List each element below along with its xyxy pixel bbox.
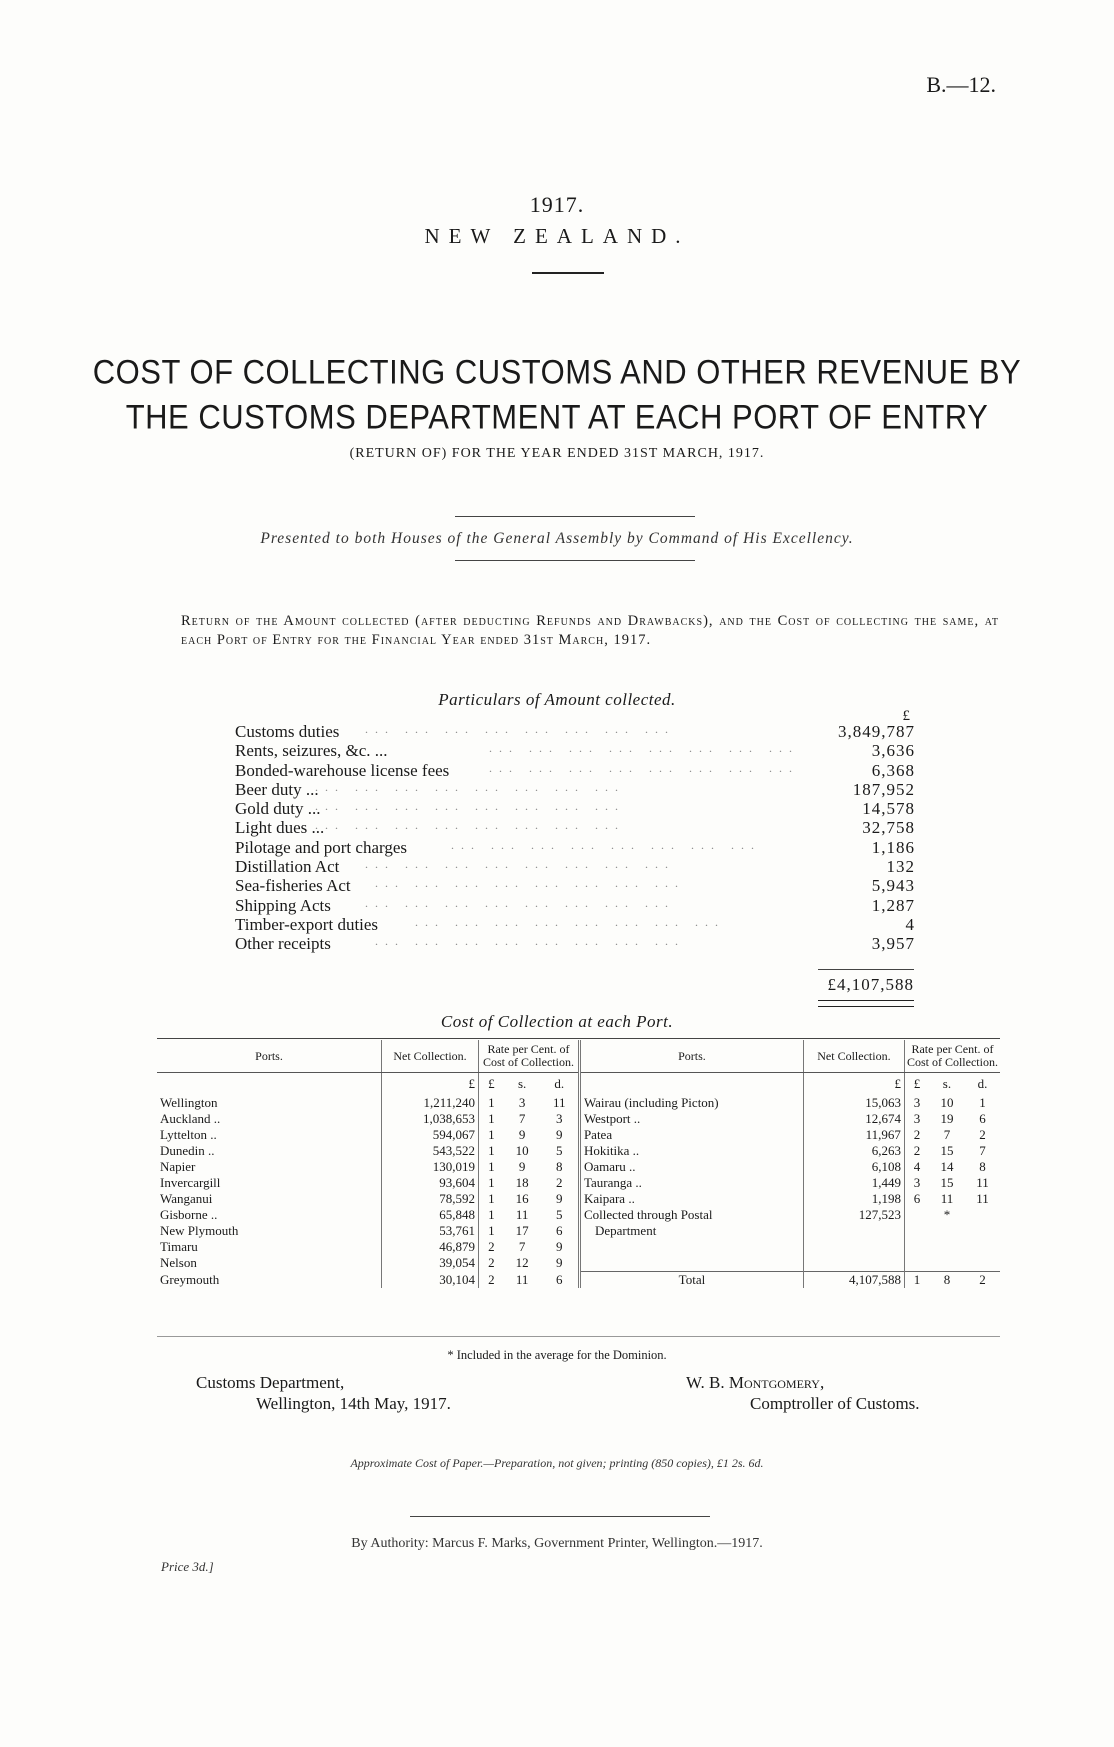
- ports-header-left: Ports.: [157, 1040, 382, 1073]
- presented-line: Presented to both Houses of the General Assembly by Command of His Excellency.: [260, 530, 854, 547]
- particulars-label: Customs duties: [235, 722, 340, 741]
- leader-dots: ... ... ... ... ... ... ... ...: [489, 741, 799, 756]
- rate-pounds: 3: [904, 1175, 929, 1191]
- table-row: [157, 1159, 1000, 1175]
- particulars-row: [235, 838, 915, 857]
- particulars-label: Other receipts: [235, 934, 331, 954]
- empty-cell: [929, 1239, 965, 1255]
- leader-dots: ... ... ... ... ... ... ... ...: [365, 722, 675, 736]
- rate-pence: [965, 1207, 1000, 1223]
- rate-header-left: Rate per Cent. of Cost of Collection.: [479, 1040, 580, 1073]
- rate-shillings: 9: [518, 1127, 526, 1142]
- particulars-value: 132: [886, 857, 915, 877]
- port-name: Greymouth: [160, 1271, 220, 1287]
- port-net-collection: 1,449: [803, 1175, 904, 1191]
- particulars-row: [235, 857, 915, 876]
- rate-pence: 9: [556, 1127, 563, 1142]
- rate-pence: 6: [556, 1271, 563, 1287]
- port-name: Dunedin ..: [160, 1143, 215, 1158]
- particulars-row: [235, 761, 915, 780]
- rate-shillings: 7: [518, 1111, 526, 1126]
- port-net-collection: 130,019: [382, 1159, 479, 1175]
- port-net-collection: 78,592: [382, 1191, 479, 1207]
- total-rate-pounds: 1: [904, 1272, 929, 1289]
- place-date: Wellington, 14th May, 1917.: [256, 1394, 451, 1413]
- rate-shillings: 18: [515, 1175, 529, 1190]
- rate-pence: 6: [556, 1223, 563, 1238]
- particulars-label: Light dues ...: [235, 818, 325, 838]
- pound-unit: £: [479, 1073, 504, 1096]
- port-net-collection: 543,522: [382, 1143, 479, 1159]
- pence-unit: d.: [554, 1076, 565, 1091]
- port-name: Invercargill: [160, 1175, 221, 1190]
- particulars-label: Distillation Act: [235, 857, 340, 877]
- leader-dots: ... ... ... ... ... ... ... ...: [315, 779, 625, 794]
- rate-pence: 5: [556, 1207, 563, 1222]
- table-row: [157, 1095, 1000, 1111]
- empty-cell: [904, 1223, 929, 1239]
- pound-unit: £: [382, 1073, 479, 1096]
- rate-shillings: 15: [940, 1175, 954, 1190]
- port-net-collection: 12,674: [803, 1111, 904, 1127]
- signature-right: [686, 1372, 920, 1414]
- pound-unit: £: [803, 1073, 904, 1096]
- port-net-collection: 6,108: [803, 1159, 904, 1175]
- shilling-unit: s.: [517, 1076, 527, 1091]
- rate-shillings: 9: [518, 1159, 526, 1174]
- pound-unit: £: [904, 1073, 929, 1096]
- rate-shillings: 10: [940, 1095, 954, 1110]
- signature-left: [196, 1372, 451, 1414]
- port-name: Timaru: [160, 1239, 198, 1254]
- particulars-row: [235, 934, 915, 953]
- port-net-collection: 1,211,240: [382, 1095, 479, 1111]
- table-row: [157, 1207, 1000, 1223]
- port-net-collection: 93,604: [382, 1175, 479, 1191]
- rate-pounds: 1: [479, 1207, 504, 1223]
- table-top-rule: [157, 1038, 1000, 1039]
- table-row: [157, 1239, 1000, 1255]
- port-name: Tauranga ..: [579, 1175, 803, 1191]
- empty-cell: [965, 1255, 1000, 1272]
- signatory-name: W. B. Montgomery,: [686, 1373, 825, 1392]
- port-name: Kaipara ..: [579, 1191, 803, 1207]
- rate-pence: 3: [556, 1111, 563, 1126]
- port-name: Napier: [160, 1159, 196, 1174]
- rate-pence: 6: [979, 1111, 986, 1126]
- subtitle: (RETURN OF) FOR THE YEAR ENDED 31ST MARCH, 1917.: [349, 446, 765, 461]
- country-heading: NEW ZEALAND.: [424, 224, 690, 248]
- rate-shillings: 11: [940, 1191, 954, 1206]
- total-label: Total: [579, 1272, 803, 1289]
- leader-dots: ... ... ... ... ... ... ... ...: [365, 895, 675, 910]
- table-row: [157, 1127, 1000, 1143]
- total-rate-pence: 2: [965, 1272, 1000, 1289]
- particulars-label: Gold duty ...: [235, 799, 321, 819]
- rate-pounds: 1: [479, 1191, 504, 1207]
- particulars-row: [235, 722, 915, 741]
- leader-dots: ... ... ... ... ... ... ... ...: [375, 934, 685, 949]
- rate-pounds: 2: [479, 1272, 504, 1289]
- leader-dots: ... ... ... ... ... ... ... ...: [365, 857, 675, 872]
- intro-paragraph: Return of the Amount collected (after deducting Refunds and Drawbacks), and the Cost of collecting the same, at each Port of Entry for the Financial Year ended 31st March, 1917.: [181, 613, 999, 648]
- port-name: Hokitika ..: [579, 1143, 803, 1159]
- rule-below-presented: [455, 560, 695, 561]
- table-row: [157, 1143, 1000, 1159]
- rate-pence: 2: [979, 1127, 986, 1142]
- port-net-collection: 6,263: [803, 1143, 904, 1159]
- table-bottom-rule: [157, 1336, 1000, 1337]
- port-name: Lyttelton ..: [160, 1127, 217, 1142]
- printer-authority: By Authority: Marcus F. Marks, Government Printer, Wellington.—1917.: [351, 1536, 763, 1551]
- particulars-list: [235, 722, 915, 954]
- rate-pounds: 2: [479, 1239, 504, 1255]
- approximate-cost: Approximate Cost of Paper.—Preparation, not given; printing (850 copies), £1 2s. 6d.: [350, 1456, 764, 1470]
- document-reference: B.—12.: [926, 72, 996, 97]
- particulars-value: 1,186: [871, 837, 915, 857]
- empty-cell: [803, 1255, 904, 1272]
- rate-pounds: 1: [479, 1223, 504, 1239]
- rate-shillings: 11: [515, 1207, 529, 1222]
- footnote-marker: *: [943, 1207, 951, 1222]
- shilling-unit: s.: [942, 1076, 952, 1091]
- table-footnote: * Included in the average for the Dominion.: [447, 1348, 667, 1362]
- table-row: [157, 1175, 1000, 1191]
- port-name: New Plymouth: [160, 1223, 239, 1238]
- leader-dots: ... ... ... ... ... ... ... ...: [451, 837, 761, 852]
- port-net-collection: 1,198: [803, 1191, 904, 1207]
- rate-pounds: 2: [479, 1255, 504, 1272]
- particulars-value: 3,957: [871, 934, 915, 954]
- rate-pence: 8: [556, 1159, 563, 1174]
- leader-dots: ... ... ... ... ... ... ... ...: [375, 876, 685, 891]
- particulars-value: 1,287: [871, 895, 915, 915]
- port-name: Wellington: [160, 1095, 218, 1110]
- port-net-collection: 594,067: [382, 1127, 479, 1143]
- empty-cell: [803, 1239, 904, 1255]
- rate-shillings: 3: [518, 1095, 526, 1110]
- table-row: [157, 1255, 1000, 1272]
- total-net: 4,107,588: [803, 1272, 904, 1289]
- particulars-value: 3,849,787: [838, 722, 915, 741]
- port-net-collection: 65,848: [382, 1207, 479, 1223]
- total-rule: [818, 969, 914, 970]
- rate-pence: 7: [979, 1143, 986, 1158]
- particulars-value: 4: [905, 914, 915, 934]
- port-net-collection: 15,063: [803, 1095, 904, 1111]
- port-net-collection: 1,038,653: [382, 1111, 479, 1127]
- particulars-label: Beer duty ...: [235, 779, 319, 799]
- rate-pence: 9: [556, 1239, 563, 1254]
- rate-pounds: 3: [904, 1111, 929, 1127]
- rate-pence: 2: [556, 1175, 563, 1190]
- port-name: Wanganui: [160, 1191, 213, 1206]
- rate-shillings: 10: [515, 1143, 529, 1158]
- empty-cell: [579, 1239, 803, 1255]
- particulars-total: £4,107,588: [827, 975, 914, 994]
- particulars-label: Sea-fisheries Act: [235, 876, 351, 896]
- particulars-label: Pilotage and port charges: [235, 837, 408, 857]
- rate-pounds: 1: [479, 1143, 504, 1159]
- particulars-row: [235, 915, 915, 934]
- title-line-1: COST OF COLLECTING CUSTOMS AND OTHER REVENUE BY: [92, 352, 1022, 392]
- empty-cell: [904, 1239, 929, 1255]
- currency-symbol: £: [902, 708, 910, 724]
- rate-shillings: 17: [515, 1223, 529, 1238]
- title-line-2: THE CUSTOMS DEPARTMENT AT EACH PORT OF ENTRY: [125, 397, 989, 437]
- port-name: Wairau (including Picton): [579, 1095, 803, 1111]
- port-net-collection: 30,104: [382, 1272, 479, 1289]
- rate-pence: 11: [976, 1191, 989, 1206]
- rate-shillings: 14: [940, 1159, 954, 1174]
- rate-pounds: 1: [479, 1095, 504, 1111]
- net-header-right: Net Collection.: [803, 1040, 904, 1073]
- rate-header-right: Rate per Cent. of Cost of Collection.: [904, 1040, 1000, 1073]
- rate-pounds: 3: [904, 1095, 929, 1111]
- authority-rule: [410, 1516, 710, 1517]
- port-name: Patea: [579, 1127, 803, 1143]
- rate-pounds: [904, 1207, 929, 1223]
- document-year: 1917.: [529, 192, 585, 217]
- total-double-rule: [818, 1000, 914, 1007]
- rate-pence: 8: [979, 1159, 986, 1174]
- total-rate-shillings: 8: [929, 1272, 965, 1289]
- rate-pence: 5: [556, 1143, 563, 1158]
- empty-cell: [803, 1223, 904, 1239]
- rate-pounds: 1: [479, 1127, 504, 1143]
- empty-cell: [929, 1255, 965, 1272]
- port-name: Auckland ..: [160, 1111, 221, 1126]
- rate-shillings: 15: [940, 1143, 954, 1158]
- empty-cell: [929, 1223, 965, 1239]
- empty-cell: [965, 1223, 1000, 1239]
- table-row: [157, 1223, 1000, 1239]
- empty-cell: [579, 1255, 803, 1272]
- rate-shillings: 11: [515, 1271, 529, 1287]
- rate-pence: 9: [556, 1255, 563, 1271]
- empty-cell: [904, 1255, 929, 1272]
- rate-shillings: 19: [940, 1111, 954, 1126]
- particulars-row: [235, 818, 915, 837]
- particulars-value: 5,943: [871, 876, 915, 896]
- leader-dots: ... ... ... ... ... ... ... ...: [415, 914, 725, 929]
- particulars-value: 32,758: [862, 818, 915, 838]
- price: Price 3d.]: [161, 1559, 214, 1574]
- ports-table: [157, 1040, 1000, 1288]
- port-name: Nelson: [160, 1255, 197, 1271]
- rate-shillings: 16: [515, 1191, 529, 1206]
- particulars-label: Rents, seizures, &c. ...: [235, 741, 388, 761]
- port-net-collection: 11,967: [803, 1127, 904, 1143]
- rate-pounds: 6: [904, 1191, 929, 1207]
- rate-shillings: 12: [515, 1255, 529, 1271]
- port-net-collection: 39,054: [382, 1255, 479, 1272]
- particulars-value: 3,636: [871, 741, 915, 761]
- particulars-label: Shipping Acts: [235, 895, 331, 915]
- collected-postal-label-2: Department: [579, 1223, 803, 1239]
- port-net-collection: 46,879: [382, 1239, 479, 1255]
- particulars-row: [235, 876, 915, 895]
- port-name: Oamaru ..: [579, 1159, 803, 1175]
- particulars-label: Timber-export duties: [235, 914, 379, 934]
- leader-dots: ... ... ... ... ... ... ... ...: [315, 818, 625, 833]
- main-title: [0, 350, 1114, 440]
- leader-dots: ... ... ... ... ... ... ... ...: [315, 799, 625, 814]
- signatory-title: Comptroller of Customs.: [750, 1394, 920, 1413]
- port-net-collection: 53,761: [382, 1223, 479, 1239]
- table-row: [157, 1272, 1000, 1289]
- rate-pence: 11: [976, 1175, 989, 1190]
- rate-pounds: 1: [479, 1175, 504, 1191]
- leader-dots: ... ... ... ... ... ... ... ...: [489, 760, 799, 775]
- collected-postal-net: 127,523: [803, 1207, 904, 1223]
- port-name: Gisborne ..: [160, 1207, 218, 1222]
- rate-pence: 9: [556, 1191, 563, 1206]
- particulars-row: [235, 896, 915, 915]
- rate-shillings: 7: [943, 1127, 951, 1142]
- ports-heading: Cost of Collection at each Port.: [440, 1012, 674, 1031]
- empty-cell: [965, 1239, 1000, 1255]
- particulars-row: [235, 780, 915, 799]
- rate-pounds: 2: [904, 1143, 929, 1159]
- particulars-value: 6,368: [871, 760, 915, 780]
- particulars-heading: Particulars of Amount collected.: [438, 690, 676, 709]
- rate-pence: 1: [979, 1095, 986, 1110]
- table-row: [157, 1111, 1000, 1127]
- rate-pounds: 1: [479, 1111, 504, 1127]
- rate-pounds: 2: [904, 1127, 929, 1143]
- rate-shillings: 7: [518, 1239, 526, 1254]
- department-name: Customs Department,: [196, 1373, 345, 1392]
- short-rule: [532, 272, 604, 274]
- table-row: [157, 1191, 1000, 1207]
- port-name: Westport ..: [579, 1111, 803, 1127]
- particulars-value: 14,578: [862, 799, 915, 819]
- particulars-label: Bonded-warehouse license fees: [235, 760, 450, 780]
- rate-pounds: 1: [479, 1159, 504, 1175]
- pence-unit: d.: [977, 1076, 988, 1091]
- particulars-row: [235, 799, 915, 818]
- net-header-left: Net Collection.: [382, 1040, 479, 1073]
- particulars-row: [235, 741, 915, 760]
- collected-postal-label: Collected through Postal: [579, 1207, 803, 1223]
- rate-pounds: 4: [904, 1159, 929, 1175]
- ports-header-right: Ports.: [579, 1040, 803, 1073]
- rate-pence: 11: [552, 1095, 566, 1110]
- particulars-value: 187,952: [852, 779, 915, 799]
- rule-above-presented: [455, 516, 695, 517]
